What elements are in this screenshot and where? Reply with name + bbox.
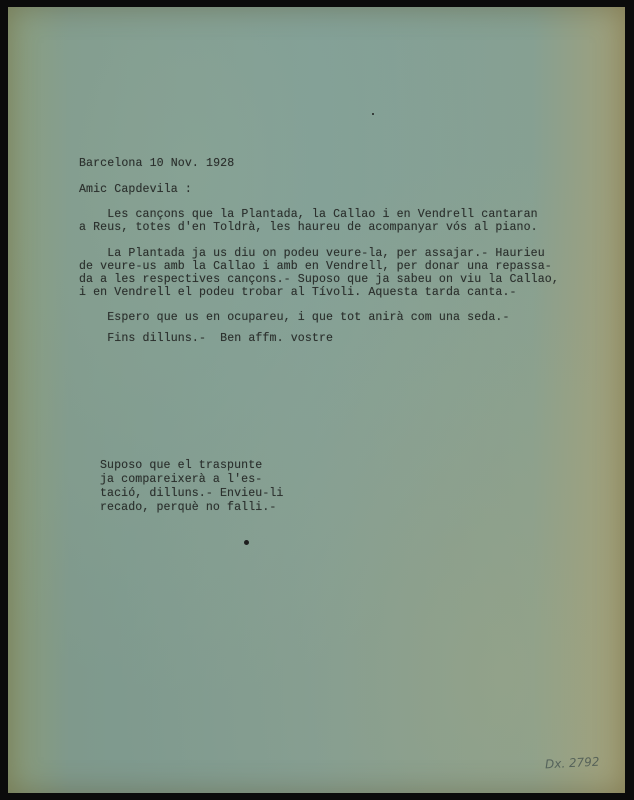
letter-sheet xyxy=(8,7,625,793)
paragraph-1-line-2: a Reus, totes d'en Toldrà, les haureu de acompanyar vós al piano. xyxy=(79,221,538,234)
paragraph-2-line-2: de veure-us amb la Callao i amb en Vendrell, per donar una repassa- xyxy=(79,260,552,273)
paragraph-2-line-1: La Plantada ja us diu on podeu veure-la, per assajar.- Haurieu xyxy=(79,247,545,260)
paragraph-1-line-1: Les cançons que la Plantada, la Callao i en Vendrell cantaran xyxy=(79,208,538,221)
postscript-line-3: tació, dilluns.- Envieu-li xyxy=(100,487,284,500)
ink-speck xyxy=(372,113,374,115)
archive-mark: Dx. 2792 xyxy=(545,754,601,772)
paragraph-3-line-1: Espero que us en ocupareu, i que tot anirà com una seda.- xyxy=(79,311,510,324)
paragraph-2-line-4: i en Vendrell el podeu trobar al Tívoli. Aquesta tarda canta.- xyxy=(79,286,517,299)
postscript-line-1: Suposo que el traspunte xyxy=(100,459,263,472)
ink-dot xyxy=(244,540,249,545)
closing-line: Fins dilluns.- Ben affm. vostre xyxy=(79,332,334,345)
letter-date: Barcelona 10 Nov. 1928 xyxy=(79,157,235,170)
postscript-line-2: ja compareixerà a l'es- xyxy=(100,473,263,486)
letter-salutation: Amic Capdevila : xyxy=(79,183,192,196)
paragraph-2-line-3: da a les respectives cançons.- Suposo que ja sabeu on viu la Callao, xyxy=(79,273,559,286)
postscript-line-4: recado, perquè no falli.- xyxy=(100,501,277,514)
